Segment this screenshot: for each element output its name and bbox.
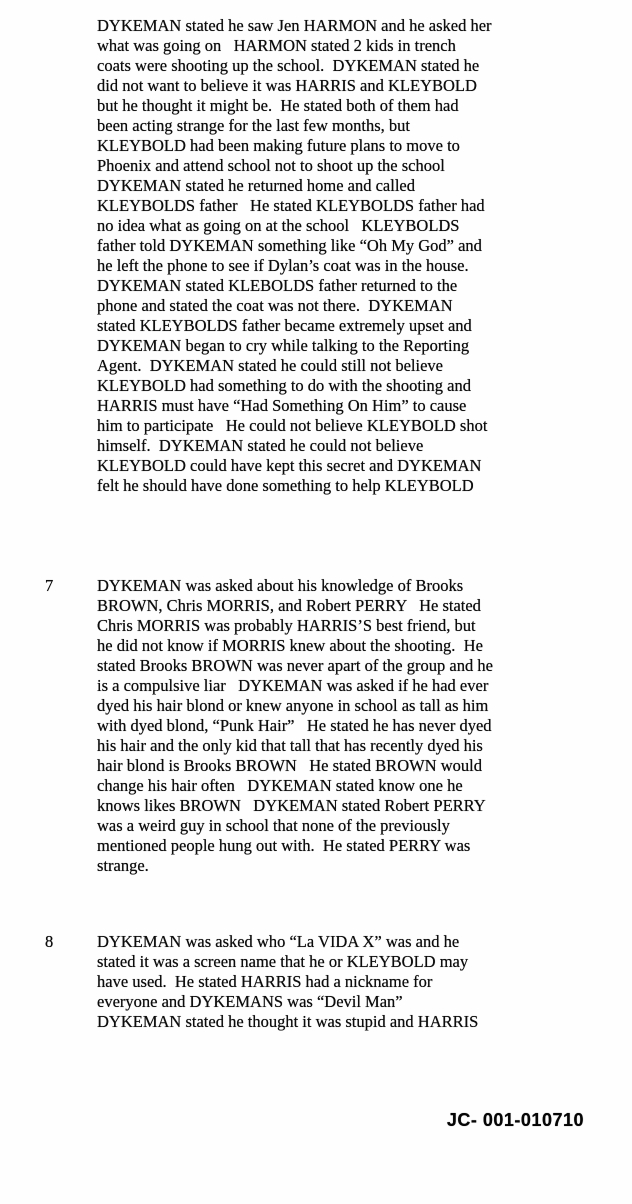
text-line: dyed his hair blond or knew anyone in school as tall as him [97, 696, 489, 715]
text-line: phone and stated the coat was not there. DYKEMAN [97, 296, 453, 315]
text-line: coats were shooting up the school. DYKEMAN stated he [97, 56, 480, 75]
text-line: HARRIS must have “Had Something On Him” to cause [97, 396, 467, 415]
text-line: Phoenix and attend school not to shoot up the school [97, 156, 445, 175]
text-line: DYKEMAN stated KLEBOLDS father returned to the [97, 276, 458, 295]
document-number-stamp: JC- 001-010710 [446, 1110, 584, 1130]
text-line: but he thought it might be. He stated both of them had [97, 96, 459, 115]
text-line: mentioned people hung out with. He stated PERRY was [97, 836, 471, 855]
text-line: he left the phone to see if Dylan’s coat was in the house. [97, 256, 469, 275]
text-line: KLEYBOLD could have kept this secret and DYKEMAN [97, 456, 482, 475]
text-line: he did not know if MORRIS knew about the shooting. He [97, 636, 483, 655]
paragraph [45, 16, 585, 496]
text-line: what was going on HARMON stated 2 kids in trench [97, 36, 456, 55]
text-line: have used. He stated HARRIS had a nickname for [97, 972, 433, 991]
text-line: did not want to believe it was HARRIS and KLEYBOLD [97, 76, 477, 95]
text-line: DYKEMAN was asked who “La VIDA X” was and he [97, 932, 460, 951]
text-line: KLEYBOLD had something to do with the shooting and [97, 376, 471, 395]
text-line: stated it was a screen name that he or KLEYBOLD may [97, 952, 469, 971]
text-line: DYKEMAN stated he thought it was stupid and HARRIS [97, 1012, 479, 1031]
text-line: DYKEMAN stated he returned home and called [97, 176, 415, 195]
paragraph [45, 576, 585, 876]
document-body [45, 16, 585, 1032]
text-line: Agent. DYKEMAN stated he could still not believe [97, 356, 443, 375]
paragraph [45, 932, 585, 1032]
text-line: been acting strange for the last few months, but [97, 116, 410, 135]
paragraph-text [97, 16, 585, 496]
text-line: DYKEMAN stated he saw Jen HARMON and he asked her [97, 16, 492, 35]
text-line: with dyed blond, “Punk Hair” He stated he has never dyed [97, 716, 492, 735]
text-line: father told DYKEMAN something like “Oh My God” and [97, 236, 482, 255]
paragraph-text [97, 932, 585, 1032]
paragraph-number: 8 [45, 932, 54, 951]
text-line: change his hair often DYKEMAN stated know one he [97, 776, 463, 795]
text-line: his hair and the only kid that tall that has recently dyed his [97, 736, 483, 755]
text-line: felt he should have done something to help KLEYBOLD [97, 476, 474, 495]
text-line: strange. [97, 856, 149, 875]
text-line: everyone and DYKEMANS was “Devil Man” [97, 992, 403, 1011]
paragraph-number: 7 [45, 576, 54, 595]
text-line: knows likes BROWN DYKEMAN stated Robert PERRY [97, 796, 486, 815]
text-line: KLEYBOLDS father He stated KLEYBOLDS father had [97, 196, 485, 215]
text-line: DYKEMAN began to cry while talking to the Reporting [97, 336, 470, 355]
text-line: KLEYBOLD had been making future plans to move to [97, 136, 460, 155]
text-line: DYKEMAN was asked about his knowledge of Brooks [97, 576, 464, 595]
paragraph-text [97, 576, 585, 876]
text-line: was a weird guy in school that none of the previously [97, 816, 450, 835]
text-line: Chris MORRIS was probably HARRIS’S best friend, but [97, 616, 476, 635]
text-line: BROWN, Chris MORRIS, and Robert PERRY He stated [97, 596, 481, 615]
text-line: is a compulsive liar DYKEMAN was asked if he had ever [97, 676, 489, 695]
text-line: stated Brooks BROWN was never apart of the group and he [97, 656, 493, 675]
text-line: no idea what as going on at the school KLEYBOLDS [97, 216, 460, 235]
text-line: him to participate He could not believe KLEYBOLD shot [97, 416, 488, 435]
text-line: hair blond is Brooks BROWN He stated BROWN would [97, 756, 482, 775]
text-line: stated KLEYBOLDS father became extremely upset and [97, 316, 472, 335]
text-line: himself. DYKEMAN stated he could not believe [97, 436, 424, 455]
